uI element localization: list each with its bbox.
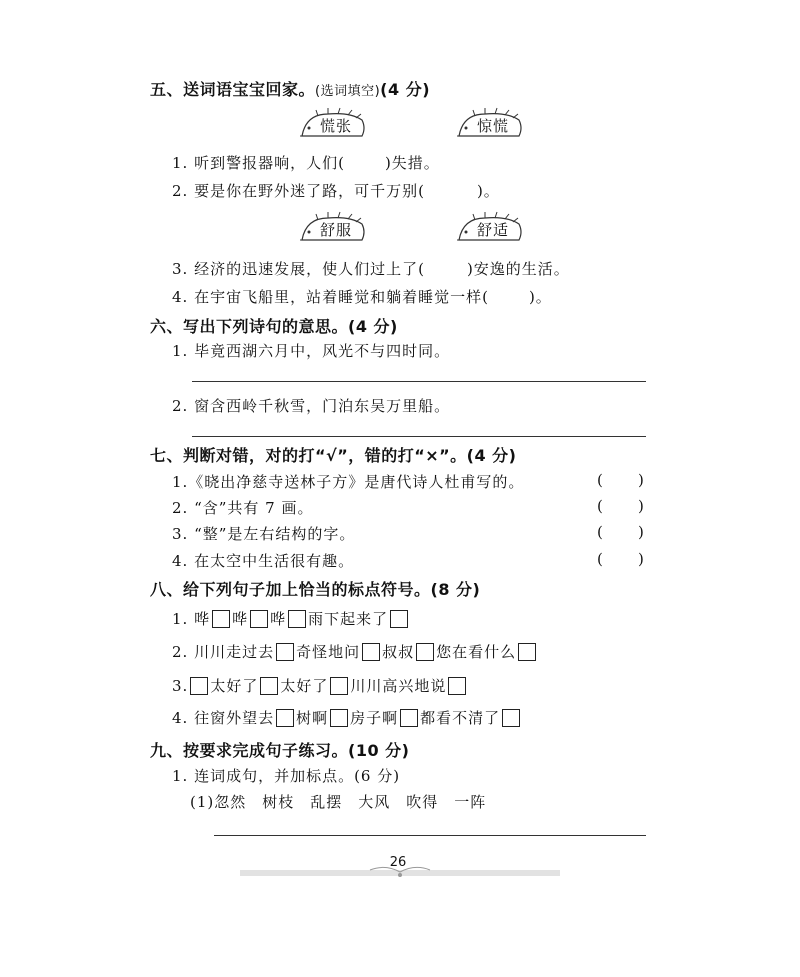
- q-text: 2. 要是你在野外迷了路，可千万别(: [172, 182, 425, 200]
- sentence-part: 太好了: [280, 677, 329, 695]
- s7-q2: 2. “含”共有 7 画。: [172, 499, 314, 517]
- judge-paren-close-3: ): [638, 523, 644, 541]
- punct-box[interactable]: [260, 677, 278, 695]
- punct-box[interactable]: [288, 610, 306, 628]
- punct-box[interactable]: [502, 709, 520, 727]
- s9-sub-1: 1. 连词成句，并加标点。(6 分): [172, 767, 401, 785]
- punct-box[interactable]: [416, 643, 434, 661]
- q-text: )。: [476, 182, 500, 200]
- punct-box[interactable]: [400, 709, 418, 727]
- word-option: 舒服: [320, 221, 353, 239]
- answer-line-2[interactable]: [192, 436, 646, 437]
- punct-box[interactable]: [390, 610, 408, 628]
- q-text: )安逸的生活。: [466, 260, 570, 278]
- word-card-4: [455, 210, 525, 248]
- punct-box[interactable]: [190, 677, 208, 695]
- sentence-part: 叔叔: [382, 643, 415, 661]
- judge-paren-open-1[interactable]: (: [597, 471, 603, 489]
- sentence-part: 雨下起来了: [308, 610, 389, 628]
- punct-box[interactable]: [276, 643, 294, 661]
- punct-box[interactable]: [518, 643, 536, 661]
- judge-paren-open-2[interactable]: (: [597, 497, 603, 515]
- s9-item-1: (1)忽然 树枝 乱摆 大风 吹得 一阵: [190, 793, 487, 811]
- q-text: 4. 在宇宙飞船里，站着睡觉和躺着睡觉一样(: [172, 288, 489, 306]
- sentence-part: 奇怪地问: [296, 643, 361, 661]
- section-5-heading: 五、送词语宝宝回家。: [150, 80, 316, 99]
- section-9-title: 九、按要求完成句子练习。(10 分): [150, 741, 410, 760]
- sentence-part: 都看不清了: [420, 709, 501, 727]
- sentence-part: 3.: [172, 677, 189, 695]
- s7-q3: 3. “整”是左右结构的字。: [172, 525, 356, 543]
- s7-q1: 1.《晓出净慈寺送林子方》是唐代诗人杜甫写的。: [172, 473, 525, 491]
- q-text: 3. 经济的迅速发展，使人们过上了(: [172, 260, 425, 278]
- punct-box[interactable]: [362, 643, 380, 661]
- s8-line-1: [172, 608, 410, 629]
- q-text: )失措。: [384, 154, 440, 172]
- punct-box[interactable]: [212, 610, 230, 628]
- q-text: )。: [528, 288, 552, 306]
- s5-q3: [172, 258, 570, 279]
- s8-line-4: [172, 707, 522, 728]
- word-option: 慌张: [320, 117, 353, 135]
- judge-paren-close-2: ): [638, 497, 644, 515]
- punct-box[interactable]: [276, 709, 294, 727]
- word-card-2: [455, 106, 525, 144]
- section-5-title: [150, 77, 430, 100]
- section-5-note: (选词填空): [315, 84, 381, 99]
- word-card-3: [298, 210, 368, 248]
- answer-line-3[interactable]: [214, 835, 646, 836]
- judge-paren-open-3[interactable]: (: [597, 523, 603, 541]
- section-8-title: 八、给下列句子加上恰当的标点符号。(8 分): [150, 580, 481, 599]
- punct-box[interactable]: [448, 677, 466, 695]
- s5-q4: [172, 286, 552, 307]
- section-7-title: 七、判断对错，对的打“√”，错的打“×”。(4 分): [150, 446, 517, 465]
- judge-paren-open-4[interactable]: (: [597, 550, 603, 568]
- punct-box[interactable]: [250, 610, 268, 628]
- sentence-part: 哗: [232, 610, 249, 628]
- word-option: 舒适: [477, 221, 510, 239]
- s6-q2: 2. 窗含西岭千秋雪，门泊东吴万里船。: [172, 397, 451, 415]
- punct-box[interactable]: [330, 709, 348, 727]
- s6-q1: 1. 毕竟西湖六月中，风光不与四时同。: [172, 342, 451, 360]
- judge-paren-close-4: ): [638, 550, 644, 568]
- sentence-part: 哗: [270, 610, 287, 628]
- sentence-part: 4. 往窗外望去: [172, 709, 275, 727]
- sentence-part: 树啊: [296, 709, 329, 727]
- q-text: 1. 听到警报器响，人们(: [172, 154, 345, 172]
- sentence-part: 川川高兴地说: [350, 677, 447, 695]
- punct-box[interactable]: [330, 677, 348, 695]
- answer-line-1[interactable]: [192, 381, 646, 382]
- page-number: 26: [389, 855, 407, 870]
- s7-q4: 4. 在太空中生活很有趣。: [172, 552, 355, 570]
- sentence-part: 1. 哗: [172, 610, 211, 628]
- sentence-part: 您在看什么: [436, 643, 517, 661]
- sentence-part: 2. 川川走过去: [172, 643, 275, 661]
- section-5-score: (4 分): [380, 80, 431, 99]
- s5-q1: [172, 152, 440, 173]
- word-option: 惊慌: [477, 117, 510, 135]
- word-card-1: [298, 106, 368, 144]
- s8-line-2: [172, 641, 538, 662]
- s8-line-3: [172, 675, 468, 696]
- sentence-part: 太好了: [210, 677, 259, 695]
- sentence-part: 房子啊: [350, 709, 399, 727]
- s5-q2: [172, 180, 500, 201]
- judge-paren-close-1: ): [638, 471, 644, 489]
- section-6-title: 六、写出下列诗句的意思。(4 分): [150, 317, 398, 336]
